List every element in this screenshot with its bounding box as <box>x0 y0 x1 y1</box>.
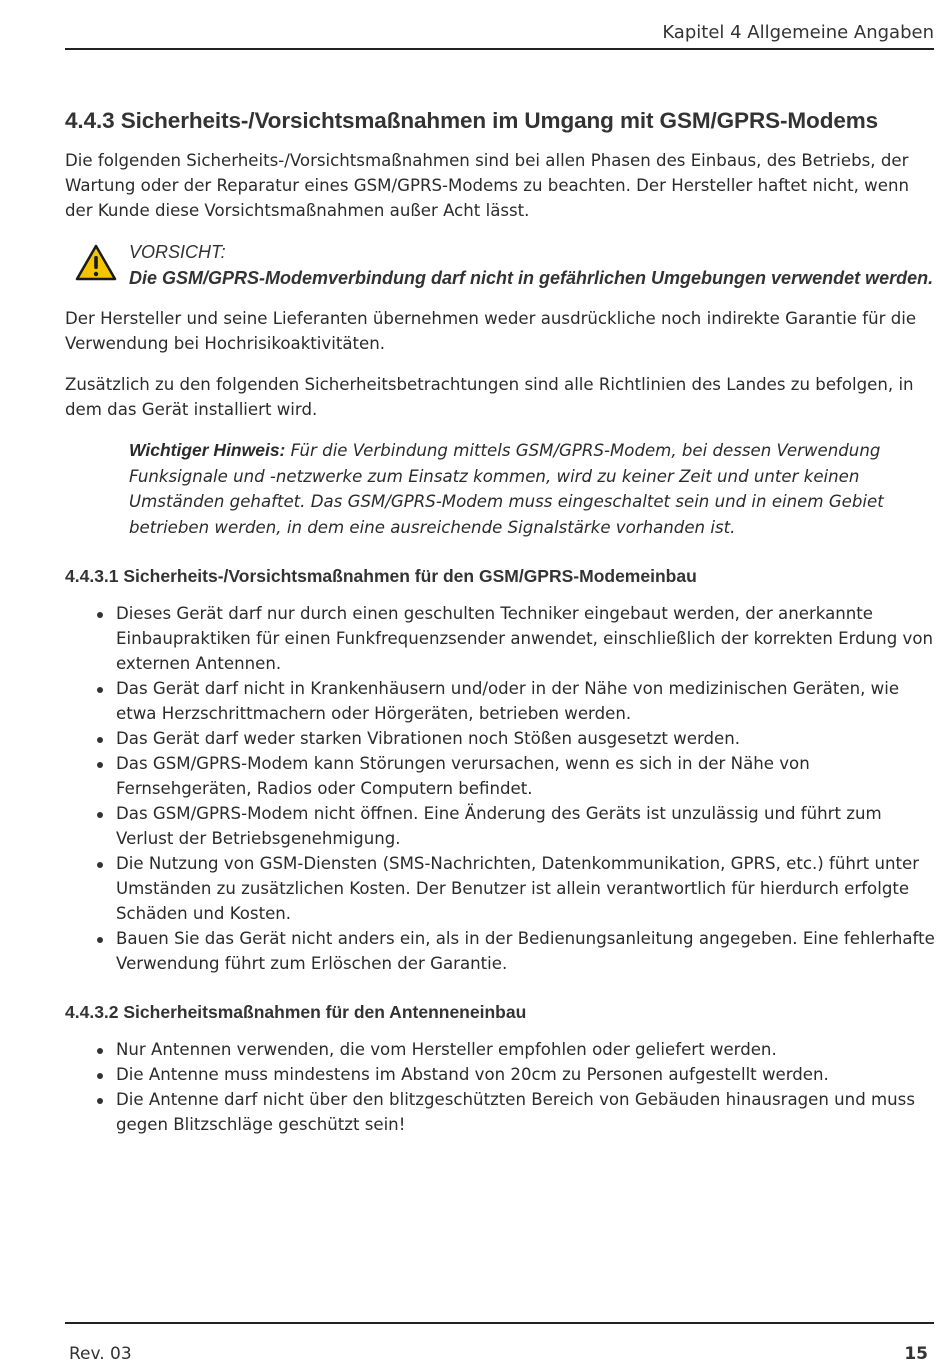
antenna-safety-list <box>65 1037 935 1137</box>
bullet-icon <box>97 937 103 943</box>
list-item: Nur Antennen verwenden, die vom Hersteller empfohlen oder geliefert werden. <box>65 1037 935 1062</box>
modem-safety-list <box>65 601 935 976</box>
list-item: Die Antenne darf nicht über den blitzgeschützten Bereich von Gebäuden hinausragen und muss gegen Blitzschläge geschützt sein! <box>65 1087 935 1137</box>
warning-text: Die GSM/GPRS-Modemverbindung darf nicht in gefährlichen Umgebungen verwendet werden. <box>129 268 934 288</box>
bullet-icon <box>97 1073 103 1079</box>
paragraph-regulations: Zusätzlich zu den folgenden Sicherheitsbetrachtungen sind alle Richtlinien des Landes zu befolgen, in dem das Gerät installiert wird. <box>65 375 914 419</box>
list-item: Das Gerät darf weder starken Vibrationen noch Stößen ausgesetzt werden. <box>65 726 935 751</box>
list-item: Die Nutzung von GSM-Diensten (SMS-Nachrichten, Datenkommunikation, GPRS, etc.) führt unter Umständen zu zusätzlichen Kosten. Der Benutzer ist allein verantwortlich für hierdurch erfolgte Schäden und Kosten. <box>65 851 935 926</box>
note-label: Wichtiger Hinweis: <box>129 440 286 460</box>
bullet-icon <box>97 687 103 693</box>
page-number: 15 <box>904 1344 928 1364</box>
subsection-title-antenna: 4.4.3.2 Sicherheitsmaßnahmen für den Antenneneinbau <box>65 1002 527 1022</box>
page-header <box>65 22 934 50</box>
intro-paragraph: Die folgenden Sicherheits-/Vorsichtsmaßnahmen sind bei allen Phasen des Einbaus, des Betriebs, der Wartung oder der Reparatur eines GSM/GPRS-Modems zu beachten. Der Hersteller haftet nicht, wenn der Kunde diese Vorsichtsmaßnahmen außer Acht lässt. <box>65 151 909 220</box>
warning-box <box>65 239 935 291</box>
warning-title: VORSICHT: <box>129 242 226 262</box>
bullet-icon <box>97 1098 103 1104</box>
subsection-title-modem: 4.4.3.1 Sicherheits-/Vorsichtsmaßnahmen für den GSM/GPRS-Modemeinbau <box>65 566 697 586</box>
bullet-icon <box>97 737 103 743</box>
note-text: Für die Verbindung mittels GSM/GPRS-Modem, bei dessen Verwendung Funksignale und -netzwerke zum Einsatz kommen, wird zu keiner Zeit und unter keinen Umständen gehaftet. Das GSM/GPRS-Modem muss eingeschaltet sein und in einem Gebiet betrieben werden, in dem eine ausreichende Signalstärke vorhanden ist. <box>129 441 884 537</box>
list-item: Das GSM/GPRS-Modem nicht öffnen. Eine Änderung des Geräts ist unzulässig und führt zum Verlust der Betriebsgenehmigung. <box>65 801 935 851</box>
important-note <box>65 438 935 540</box>
list-item: Das GSM/GPRS-Modem kann Störungen verursachen, wenn es sich in der Nähe von Fernsehgeräten, Radios oder Computern befindet. <box>65 751 935 801</box>
list-item: Bauen Sie das Gerät nicht anders ein, als in der Bedienungsanleitung angegeben. Eine fehlerhafte Verwendung führt zum Erlöschen der Garantie. <box>65 926 935 976</box>
bullet-icon <box>97 612 103 618</box>
warning-triangle-icon <box>75 244 117 282</box>
page-content <box>65 108 935 1163</box>
header-chapter-title: Kapitel 4 Allgemeine Angaben <box>662 22 934 43</box>
bullet-icon <box>97 762 103 768</box>
paragraph-liability: Der Hersteller und seine Lieferanten übernehmen weder ausdrückliche noch indirekte Garantie für die Verwendung bei Hochrisikoaktivitäten. <box>65 309 917 353</box>
bullet-icon <box>97 812 103 818</box>
list-item: Das Gerät darf nicht in Krankenhäusern und/oder in der Nähe von medizinischen Geräten, wie etwa Herzschrittmachern oder Hörgeräten, betrieben werden. <box>65 676 935 726</box>
list-item: Die Antenne muss mindestens im Abstand von 20cm zu Personen aufgestellt werden. <box>65 1062 935 1087</box>
list-item: Dieses Gerät darf nur durch einen geschulten Techniker eingebaut werden, der anerkannte Einbaupraktiken für einen Funkfrequenzsender anwendet, einschließlich der korrekten Erdung von externen Antennen. <box>65 601 935 676</box>
page-footer <box>65 1322 934 1364</box>
section-title: 4.4.3 Sicherheits-/Vorsichtsmaßnahmen im Umgang mit GSM/GPRS-Modems <box>65 108 879 133</box>
bullet-icon <box>97 862 103 868</box>
bullet-icon <box>97 1048 103 1054</box>
revision-label: Rev. 03 <box>69 1344 132 1364</box>
